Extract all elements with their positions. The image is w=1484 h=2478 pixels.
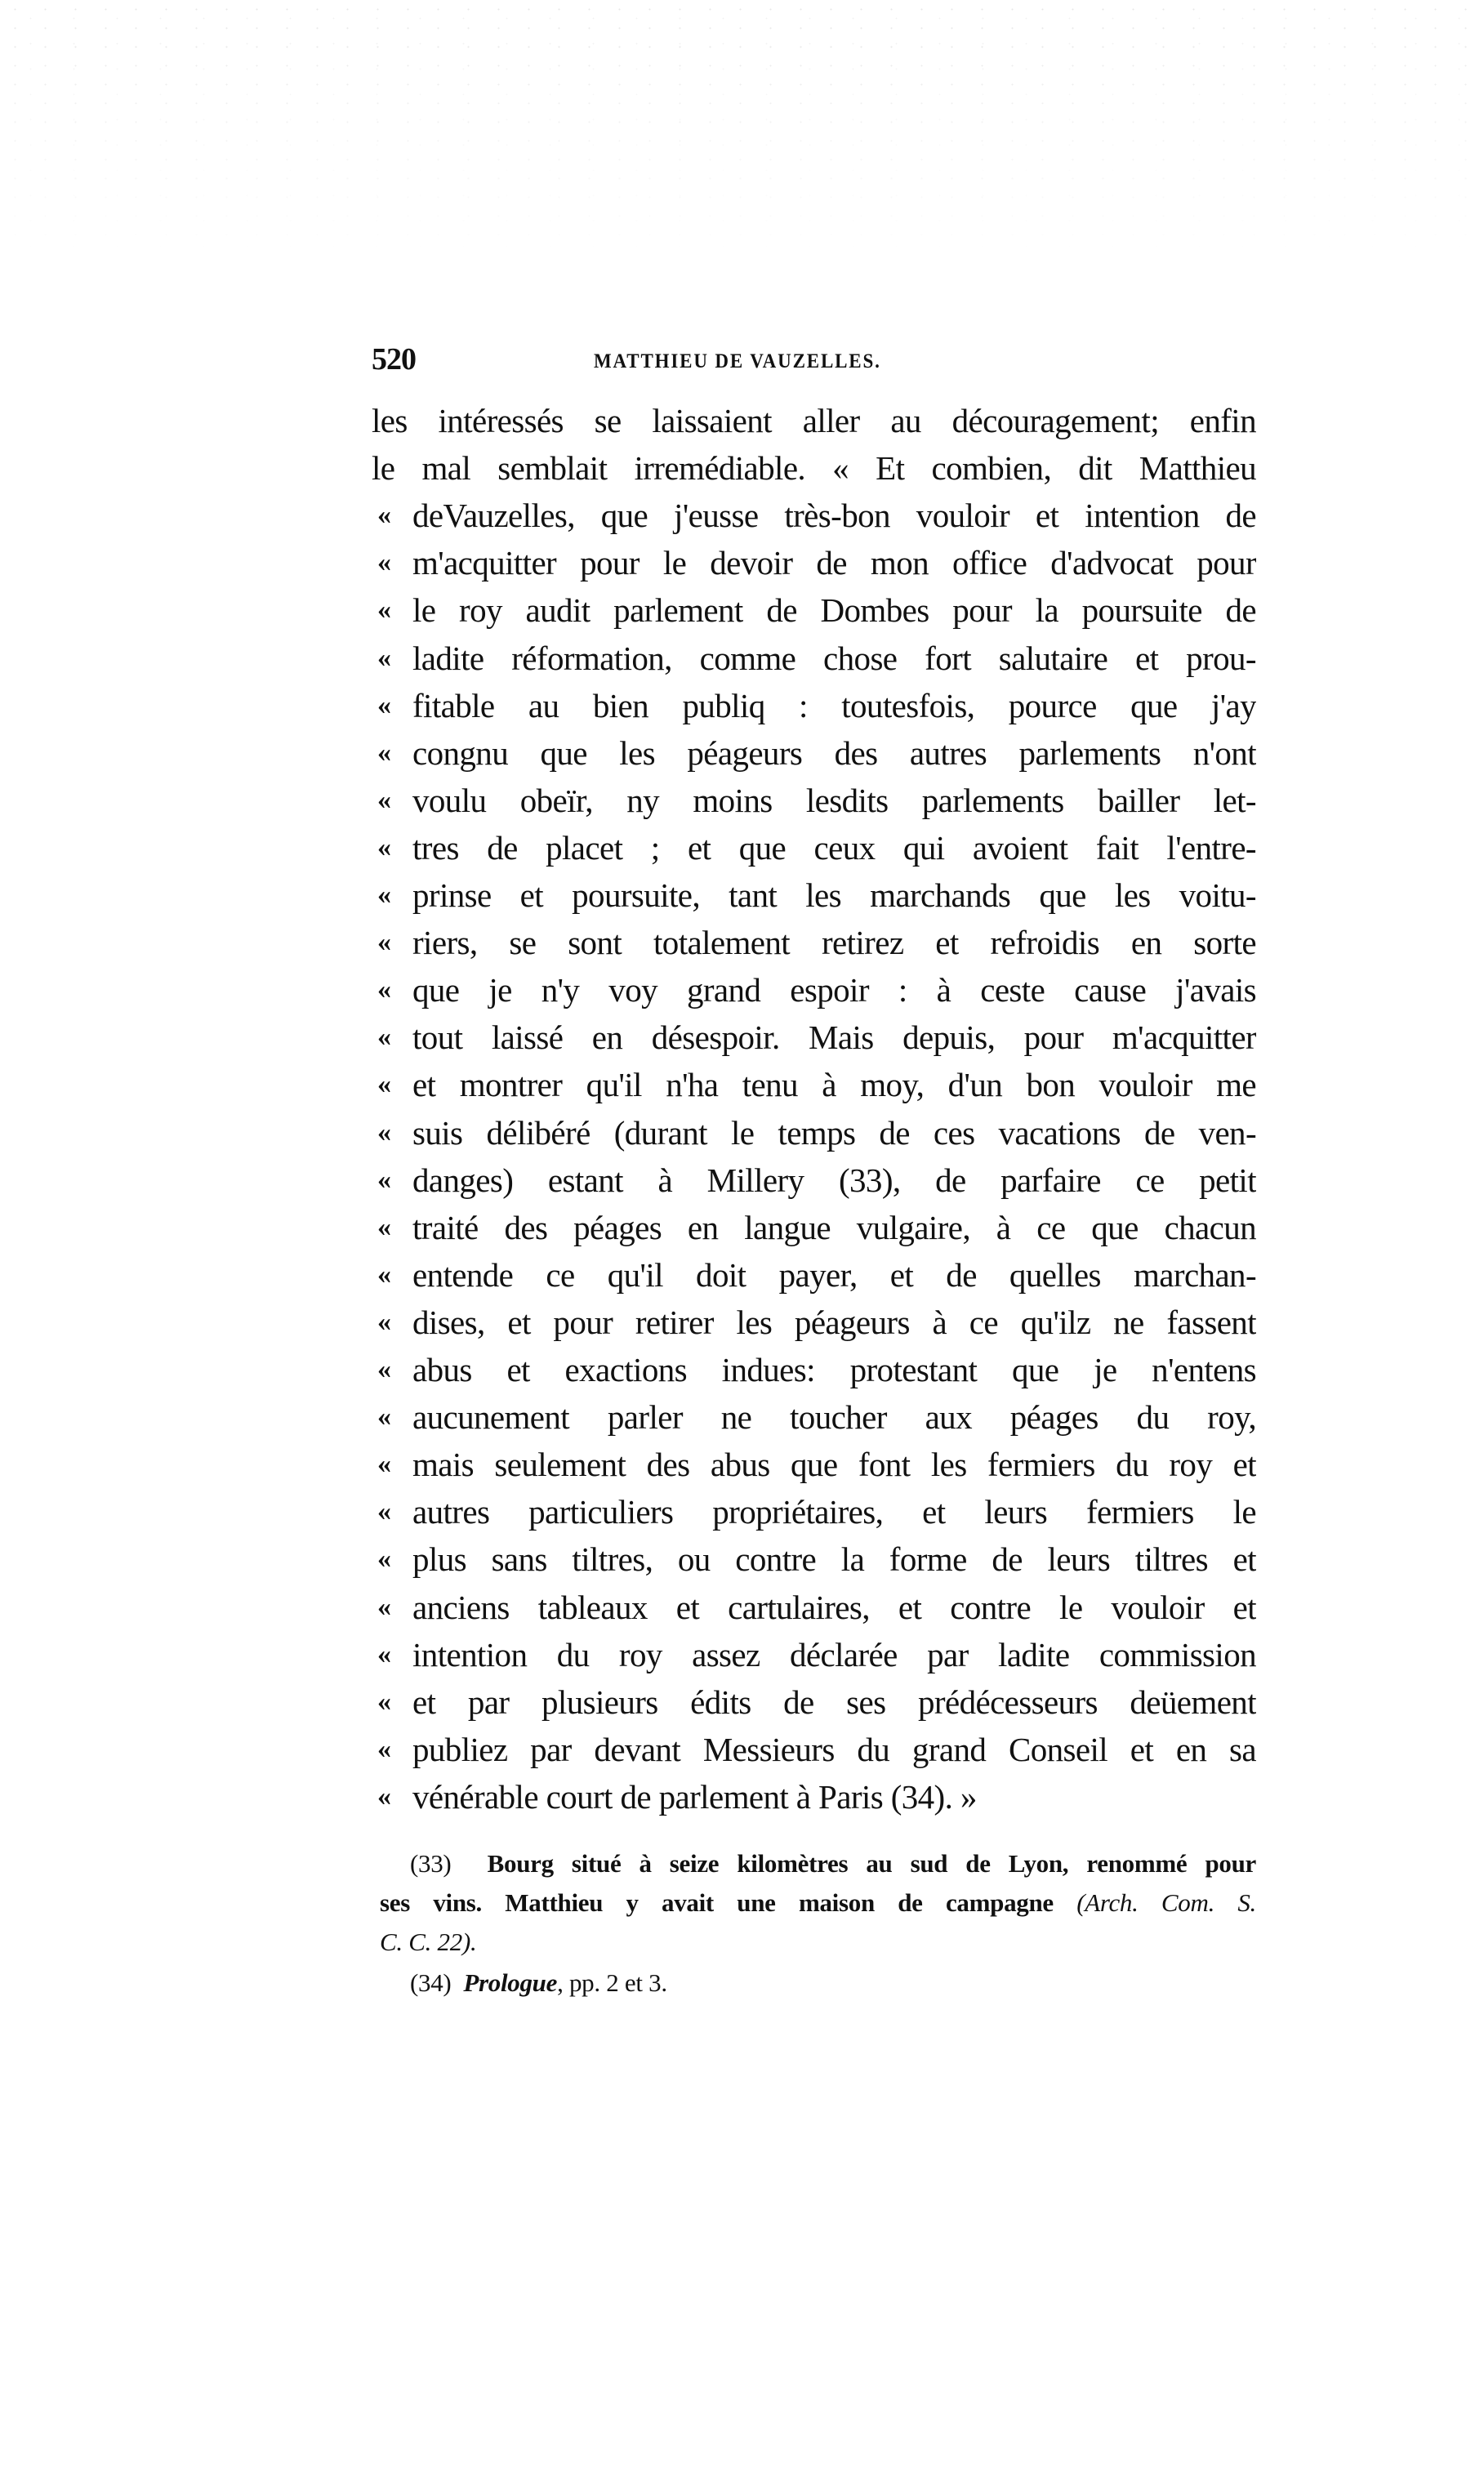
quote-mark: « — [377, 690, 391, 720]
body-line-text: riers, se sont totalement retirez et refroidis en sorte — [412, 924, 1256, 961]
body-line-text: anciens tableaux et cartulaires, et contre le vouloir et — [412, 1589, 1256, 1626]
body-line-text: et montrer qu'il n'ha tenu à moy, d'un bon vouloir me — [412, 1066, 1256, 1103]
body-line-text: aucunement parler ne toucher aux péages du roy, — [412, 1398, 1256, 1436]
quote-mark: « — [377, 1354, 391, 1384]
body-line-text: tout laissé en désespoir. Mais depuis, pour m'acquitter — [412, 1018, 1256, 1056]
running-title: MATTHIEU DE VAUZELLES. — [594, 350, 881, 372]
body-line-text: prinse et poursuite, tant les marchands que les voitu- — [412, 876, 1256, 914]
body-line — [377, 1393, 1256, 1441]
body-line-text: voulu obeïr, ny moins lesdits parlements bailler let- — [412, 782, 1256, 819]
footnote-text: Bourg situé à seize kilomètres au sud de Lyon, renommé pour — [487, 1849, 1256, 1878]
body-line — [377, 635, 1256, 682]
body-line-text: intention du roy assez déclarée par ladite commission — [412, 1636, 1256, 1674]
body-line-text: publiez par devant Messieurs du grand Conseil et en sa — [412, 1731, 1256, 1768]
quote-mark: « — [377, 595, 391, 625]
quote-mark: « — [377, 1212, 391, 1242]
body-line — [377, 1157, 1256, 1204]
footnote-34 — [410, 1963, 1256, 2003]
footnote-number: (33) — [410, 1849, 452, 1878]
footnote-title: Prologue — [463, 1968, 558, 1997]
body-line — [377, 586, 1256, 634]
quote-mark: « — [377, 1307, 391, 1337]
body-line — [377, 1584, 1256, 1631]
running-head — [372, 343, 1256, 376]
body-line-text: autres particuliers propriétaires, et leurs fermiers le — [412, 1493, 1256, 1531]
body-line — [377, 777, 1256, 824]
footnote-number: (34) — [410, 1968, 452, 1997]
body-line-text: le mal semblait irremédiable. « Et combien, dit Matthieu — [372, 449, 1256, 487]
body-line — [377, 1773, 1256, 1821]
footnote-33-line-3 — [380, 1923, 1256, 1962]
quote-mark: « — [377, 974, 391, 1005]
footnote-33-line-1 — [410, 1844, 1256, 1883]
body-line-text: tres de placet ; et que ceux qui avoient fait l'entre- — [412, 829, 1256, 867]
quote-mark: « — [377, 1117, 391, 1148]
body-line-text: le roy audit parlement de Dombes pour la poursuite de — [412, 591, 1256, 629]
body-line-text: entende ce qu'il doit payer, et de quelles marchan- — [412, 1256, 1256, 1294]
scan-noise — [0, 0, 1484, 261]
body-line — [377, 1535, 1256, 1583]
body-line-text: traité des péages en langue vulgaire, à ce que chacun — [412, 1209, 1256, 1246]
footnote-33-line-2 — [380, 1883, 1256, 1923]
body-line — [377, 492, 1256, 539]
body-line — [377, 1346, 1256, 1393]
quote-mark: « — [377, 1402, 391, 1432]
quote-mark: « — [377, 1592, 391, 1622]
quote-mark: « — [377, 785, 391, 815]
quote-mark: « — [377, 1259, 391, 1290]
body-line — [377, 966, 1256, 1014]
body-line — [377, 1061, 1256, 1108]
quote-mark: « — [377, 1544, 391, 1574]
page-number: 520 — [372, 342, 416, 377]
body-line-text: suis délibéré (durant le temps de ces vacations de ven- — [412, 1114, 1256, 1152]
quote-mark: « — [377, 1781, 391, 1812]
body-line-text: plus sans tiltres, ou contre la forme de leurs tiltres et — [412, 1540, 1256, 1578]
body-line — [377, 729, 1256, 777]
body-line — [377, 824, 1256, 871]
body-line — [377, 919, 1256, 966]
body-line — [372, 397, 1256, 444]
quote-mark: « — [377, 1639, 391, 1669]
body-line-text: les intéressés se laissaient aller au découragement; enfin — [372, 402, 1256, 439]
body-line — [377, 1678, 1256, 1726]
quote-mark: « — [377, 1165, 391, 1195]
body-line — [377, 539, 1256, 586]
body-line-text: m'acquitter pour le devoir de mon office d'advocat pour — [412, 544, 1256, 582]
quote-mark: « — [377, 1022, 391, 1052]
body-line — [377, 1251, 1256, 1299]
quote-mark: « — [377, 880, 391, 910]
quote-mark: « — [377, 1687, 391, 1717]
body-line-text: fitable au bien publiq : toutesfois, pource que j'ay — [412, 687, 1256, 724]
body-line — [377, 1014, 1256, 1061]
body-line-text: congnu que les péageurs des autres parlements n'ont — [412, 734, 1256, 772]
quote-mark: « — [377, 1069, 391, 1099]
body-line — [377, 1204, 1256, 1251]
body-line — [377, 1299, 1256, 1346]
body-line — [377, 682, 1256, 729]
quote-mark: « — [377, 500, 391, 530]
quote-mark: « — [377, 927, 391, 957]
quote-mark: « — [377, 738, 391, 768]
body-line-text: vénérable court de parlement à Paris (34). » — [412, 1778, 977, 1816]
footnote-citation: C. C. 22). — [380, 1928, 477, 1956]
body-line — [377, 1488, 1256, 1535]
body-line-text: danges) estant à Millery (33), de parfaire ce petit — [412, 1161, 1256, 1199]
body-line-text: dises, et pour retirer les péageurs à ce qu'ilz ne fassent — [412, 1304, 1256, 1341]
quote-mark: « — [377, 1734, 391, 1764]
body-line-text: mais seulement des abus que font les fermiers du roy et — [412, 1446, 1256, 1483]
footnote-text: , pp. 2 et 3. — [557, 1968, 667, 1997]
body-line — [377, 871, 1256, 919]
quote-mark: « — [377, 1449, 391, 1479]
body-line — [372, 444, 1256, 492]
body-line — [377, 1441, 1256, 1488]
body-line-text: et par plusieurs édits de ses prédécesseurs deüement — [412, 1683, 1256, 1721]
body-line — [377, 1726, 1256, 1773]
quote-mark: « — [377, 643, 391, 673]
footnote-text: ses vins. Matthieu y avait une maison de campagne — [380, 1888, 1077, 1917]
body-line — [377, 1631, 1256, 1678]
quote-mark: « — [377, 1496, 391, 1526]
body-line — [377, 1109, 1256, 1157]
quote-mark: « — [377, 547, 391, 577]
body-line-text: que je n'y voy grand espoir : à ceste cause j'avais — [412, 971, 1256, 1009]
body-line-text: deVauzelles, que j'eusse très-bon vouloir et intention de — [412, 497, 1256, 534]
quote-mark: « — [377, 832, 391, 862]
footnote-citation: (Arch. Com. S. — [1076, 1888, 1256, 1917]
body-line-text: ladite réformation, comme chose fort salutaire et prou- — [412, 640, 1256, 677]
body-line-text: abus et exactions indues: protestant que je n'entens — [412, 1351, 1256, 1388]
